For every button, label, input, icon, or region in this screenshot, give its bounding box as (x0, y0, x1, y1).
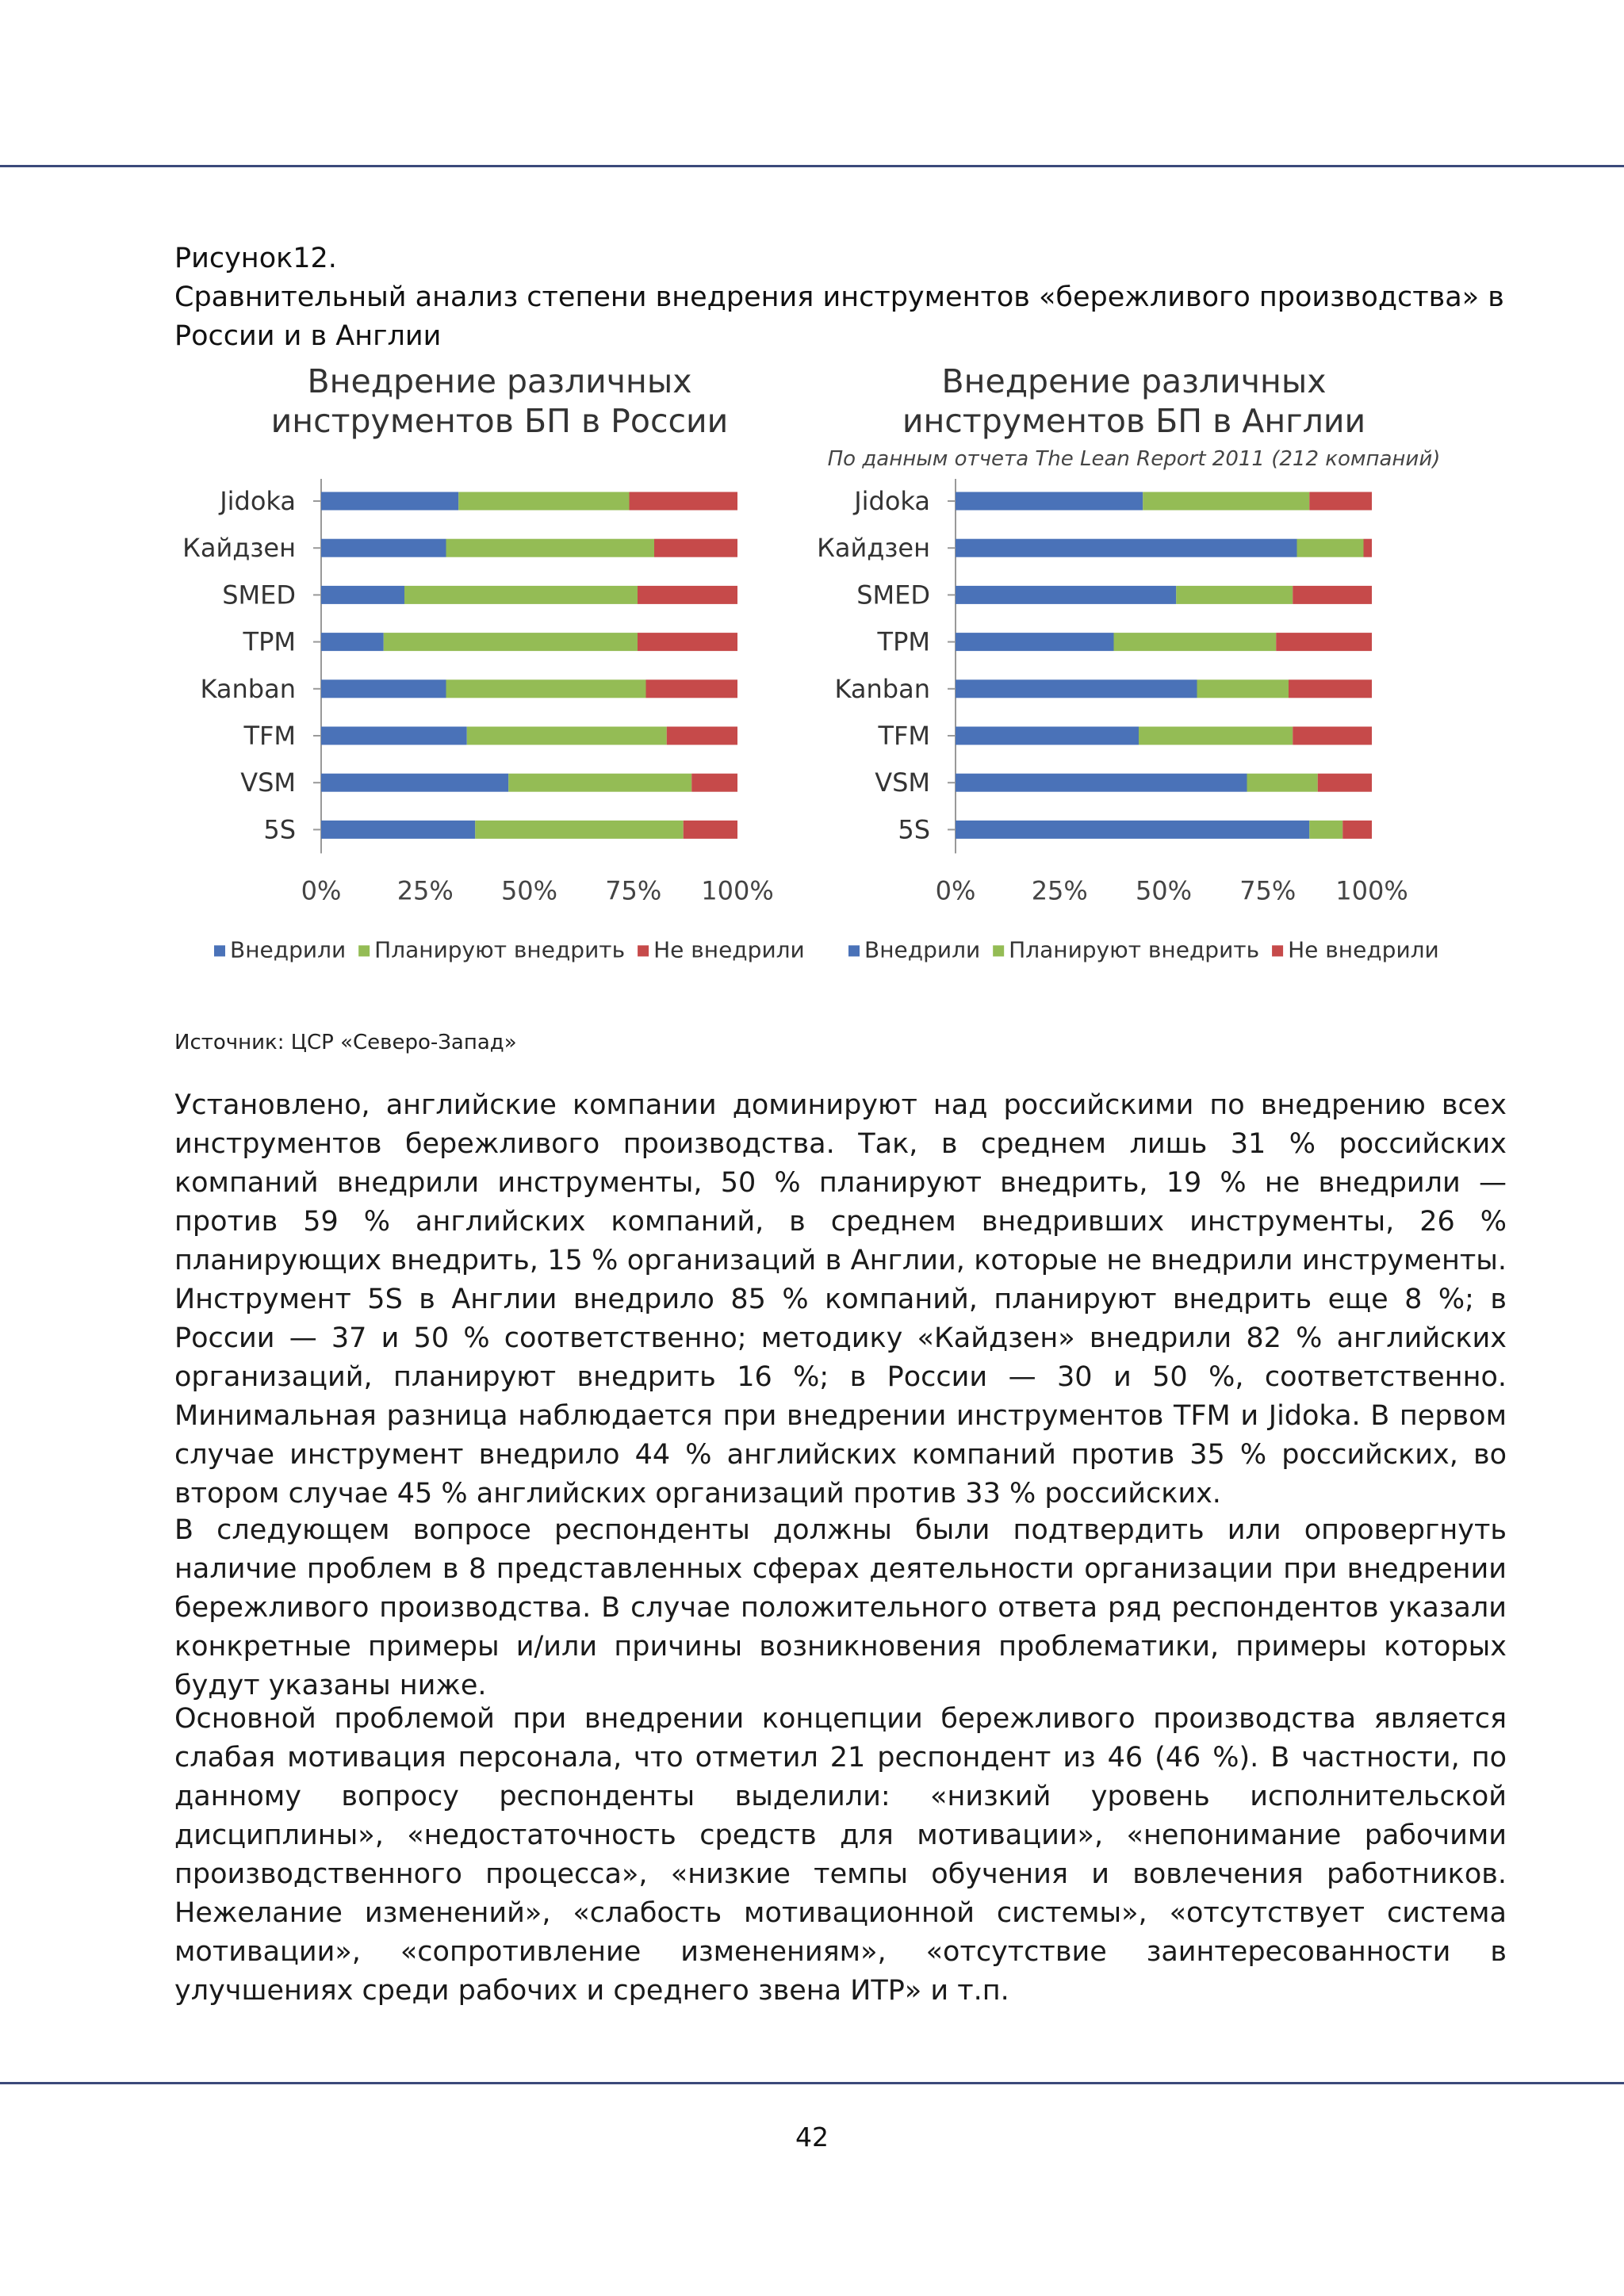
x-tick-label: 75% (1239, 875, 1297, 906)
chart-title-line1: Внедрение различных (941, 362, 1327, 400)
bar-not-implemented (638, 633, 737, 651)
bar-planned (508, 774, 691, 792)
chart-england (809, 358, 1459, 977)
bar-not-implemented (1342, 821, 1372, 839)
figure-number: Рисунок12. (174, 243, 337, 274)
bar-planned (446, 539, 655, 557)
x-tick-label: 100% (1335, 875, 1408, 906)
category-label: TFM (878, 721, 930, 751)
bar-not-implemented (1364, 539, 1373, 557)
category-label: Kanban (834, 673, 930, 704)
bar-planned (458, 492, 629, 511)
category-label: TPM (243, 626, 296, 657)
category-label: Кайдзен (182, 533, 296, 564)
x-tick-label: 100% (701, 875, 774, 906)
category-label: SMED (222, 580, 296, 610)
legend-label-planned: Планируют внедрить (1009, 936, 1260, 963)
chart-title-line1: Внедрение различных (307, 362, 692, 400)
footer-rule (0, 2082, 1624, 2084)
bar-implemented (956, 492, 1143, 511)
figure-caption (174, 239, 1507, 356)
bar-not-implemented (1289, 679, 1372, 698)
bar-planned (404, 586, 638, 604)
bar-implemented (321, 679, 446, 698)
bar-not-implemented (684, 821, 737, 839)
category-label: Kanban (200, 673, 296, 704)
bar-implemented (956, 679, 1197, 698)
category-label: 5S (898, 814, 930, 845)
bar-implemented (956, 586, 1176, 604)
x-tick-label: 0% (935, 875, 976, 906)
page-number: 42 (795, 2122, 829, 2152)
bar-not-implemented (630, 492, 738, 511)
chart-subtitle: По данным отчета The Lean Report 2011 (212 компаний) (827, 447, 1441, 471)
bar-implemented (321, 539, 446, 557)
bar-not-implemented (1293, 727, 1372, 745)
bar-planned (1297, 539, 1364, 557)
body-paragraph: Установлено, английские компании доминируют над российскими по внедрению всех инструментов бережливого производства. Так, в среднем лишь 31 % российских компаний внедрили инструменты, 50 % планируют внедрить, 19 % не внедрили — против 59 % английских компаний, в среднем внедривших инструменты, 26 % планирующих внедрить, 15 % организаций в Англии, которые не внедрили инструменты. Инструмент 5S в Англии внедрило 85 % компаний, планируют внедрить еще 8 %; в России — 37 и 50 % соответственно; методику «Кайдзен» внедрили 82 % английских организаций, планируют внедрить 16 %; в России — 30 и 50 %, соответственно. Минимальная разница наблюдается при внедрении инструментов TFM и Jidoka. В первом случае инструмент внедрило 44 % английских компаний против 35 % российских, во втором случае 45 % английских организаций против 33 % российских. (174, 1089, 1507, 1510)
body-paragraph: Основной проблемой при внедрении концепции бережливого производства является слабая мотивация персонала, что отметил 21 респондент из 46 (46 %). В частности, по данному вопросу респонденты выделили: «низкий уровень исполнительской дисциплины», «недостаточность средств для мотивации», «непонимание рабочими производственного процесса», «низкие темпы обучения и вовлечения работников. Нежелание изменений», «слабость мотивационной системы», «отсутствует система мотивации», «сопротивление изменениям», «отсутствие заинтересованности в улучшениях среди рабочих и среднего звена ИТР» и т.п. (174, 1703, 1507, 2007)
legend-swatch-not-implemented (1272, 945, 1283, 956)
bar-planned (467, 727, 667, 745)
legend-label-planned: Планируют внедрить (374, 936, 626, 963)
bar-not-implemented (1276, 633, 1372, 651)
bar-not-implemented (1318, 774, 1372, 792)
bar-planned (384, 633, 638, 651)
bar-implemented (956, 821, 1309, 839)
bar-implemented (321, 821, 475, 839)
x-tick-label: 25% (396, 875, 454, 906)
chart-title-line2: инструментов БП в Англии (902, 402, 1366, 440)
category-label: VSM (240, 767, 296, 798)
bar-planned (1139, 727, 1293, 745)
x-tick-label: 75% (605, 875, 662, 906)
category-label: Кайдзен (817, 533, 930, 564)
bar-not-implemented (638, 586, 737, 604)
x-tick-label: 50% (1135, 875, 1193, 906)
legend-swatch-implemented (848, 945, 860, 956)
x-tick-label: 25% (1031, 875, 1088, 906)
category-label: VSM (875, 767, 930, 798)
legend-label-not-implemented: Не внедрили (1288, 936, 1439, 963)
bar-planned (1197, 679, 1289, 698)
bar-planned (1143, 492, 1309, 511)
category-label: Jidoka (854, 486, 930, 516)
category-label: TPM (877, 626, 930, 657)
header-rule (0, 165, 1624, 167)
bar-planned (1247, 774, 1318, 792)
legend-swatch-not-implemented (638, 945, 649, 956)
chart-england-plot (809, 358, 1459, 977)
bar-not-implemented (691, 774, 737, 792)
x-tick-label: 0% (301, 875, 342, 906)
category-label: SMED (856, 580, 930, 610)
bar-not-implemented (1293, 586, 1372, 604)
chart-russia-plot (174, 358, 825, 977)
figure-title: Сравнительный анализ степени внедрения инструментов «бережливого производства» в России и в Англии (174, 281, 1504, 352)
bar-planned (1114, 633, 1277, 651)
legend-swatch-planned (993, 945, 1004, 956)
body-paragraph: В следующем вопросе респонденты должны были подтвердить или опровергнуть наличие проблем в 8 представленных сферах деятельности организации при внедрении бережливого производства. В случае положительного ответа ряд респондентов указали конкретные примеры и/или причины возникновения проблематики, примеры которых будут указаны ниже. (174, 1514, 1507, 1701)
chart-title-line2: инструментов БП в России (270, 402, 729, 440)
legend-label-implemented: Внедрили (864, 936, 981, 963)
x-tick-label: 50% (500, 875, 558, 906)
category-label: 5S (263, 814, 296, 845)
category-label: TFM (243, 721, 296, 751)
bar-implemented (321, 492, 458, 511)
bar-planned (446, 679, 646, 698)
legend-label-implemented: Внедрили (230, 936, 347, 963)
bar-not-implemented (654, 539, 737, 557)
bar-implemented (321, 774, 508, 792)
bar-not-implemented (1309, 492, 1372, 511)
bar-implemented (956, 727, 1139, 745)
chart-russia (174, 358, 825, 977)
legend-label-not-implemented: Не внедрили (653, 936, 805, 963)
bar-planned (1309, 821, 1342, 839)
bar-not-implemented (646, 679, 738, 698)
bar-implemented (956, 633, 1114, 651)
bar-implemented (321, 586, 404, 604)
bar-implemented (321, 633, 384, 651)
bar-implemented (321, 727, 467, 745)
legend-swatch-planned (358, 945, 370, 956)
category-label: Jidoka (220, 486, 296, 516)
bar-planned (1176, 586, 1293, 604)
source-note: Источник: ЦСР «Северо-Запад» (174, 1031, 517, 1054)
bar-implemented (956, 539, 1297, 557)
bar-not-implemented (667, 727, 737, 745)
legend-swatch-implemented (214, 945, 225, 956)
bar-implemented (956, 774, 1247, 792)
bar-planned (475, 821, 684, 839)
